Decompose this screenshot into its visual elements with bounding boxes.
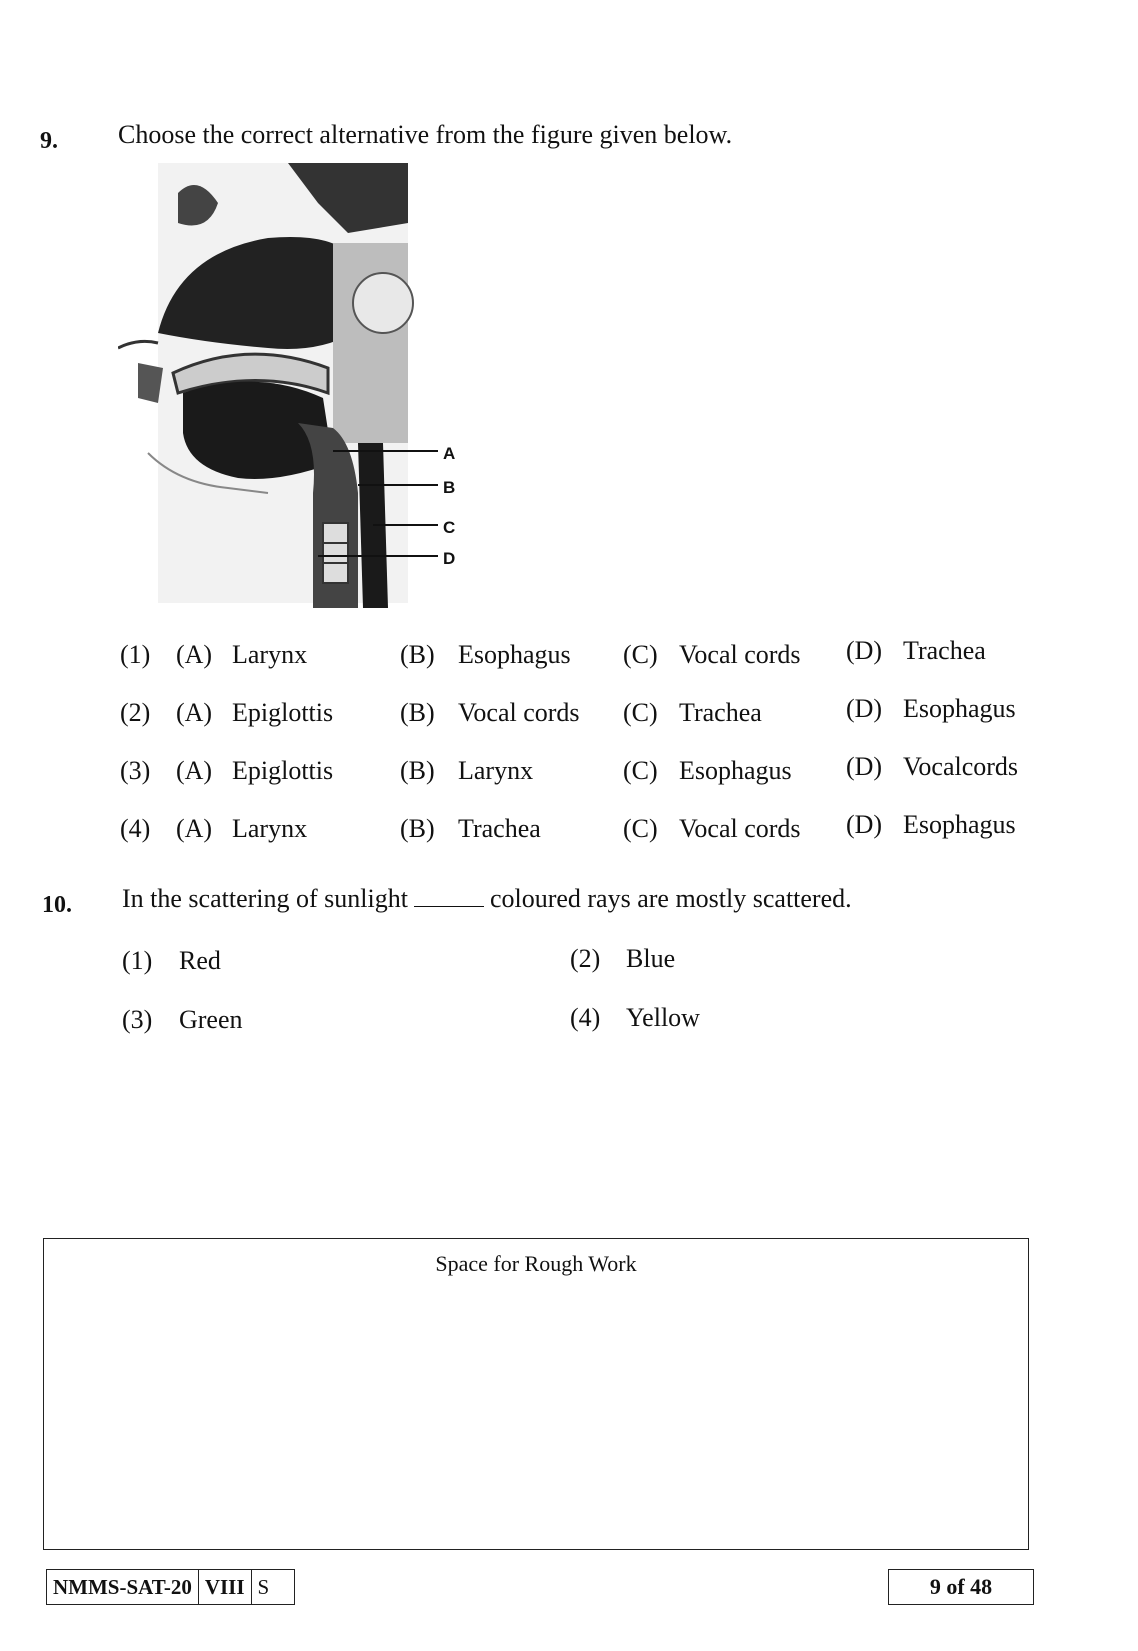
exam-code: NMMS-SAT-20	[47, 1570, 199, 1604]
figure-label-c: C	[443, 518, 456, 537]
page-number: 9 of 48	[888, 1569, 1034, 1605]
throat-anatomy-figure	[118, 163, 488, 608]
option-b-marker: (B)	[400, 640, 435, 669]
option-number: (3)	[120, 756, 151, 785]
option-d-marker: (D)	[846, 752, 883, 781]
exam-class: VIII	[199, 1570, 252, 1604]
option-a-marker: (A)	[176, 814, 213, 843]
option-c-marker: (C)	[623, 814, 658, 843]
option-text: Red	[179, 946, 221, 975]
option-text: Yellow	[626, 1003, 700, 1032]
option-a-text: Epiglottis	[232, 698, 334, 727]
option-c-text: Vocal cords	[679, 640, 801, 669]
question-10-text-before: In the scattering of sunlight	[122, 884, 408, 913]
option-d-text: Vocalcords	[903, 752, 1019, 781]
option-a-text: Larynx	[232, 814, 308, 843]
question-9-text: Choose the correct alternative from the figure given below.	[118, 120, 733, 149]
option-d-marker: (D)	[846, 694, 883, 723]
option-b-text: Vocal cords	[458, 698, 580, 727]
figure-label-d: D	[443, 549, 456, 568]
option-d-text: Trachea	[903, 636, 986, 665]
option-d-text: Esophagus	[903, 810, 1016, 839]
option-c-text: Esophagus	[679, 756, 792, 785]
option-b-marker: (B)	[400, 756, 435, 785]
option-d-marker: (D)	[846, 636, 883, 665]
question-10-number: 10.	[42, 892, 72, 918]
option-text: Blue	[626, 944, 676, 973]
rough-work-box[interactable]	[43, 1238, 1029, 1550]
option-d-marker: (D)	[846, 810, 883, 839]
option-c-marker: (C)	[623, 640, 658, 669]
option-number: (4)	[570, 1003, 601, 1032]
answer-blank	[414, 886, 484, 907]
option-c-marker: (C)	[623, 756, 658, 785]
option-b-text: Esophagus	[458, 640, 571, 669]
question-10-text-after: coloured rays are mostly scattered.	[489, 884, 852, 913]
option-b-text: Trachea	[458, 814, 541, 843]
option-number: (2)	[570, 944, 601, 973]
option-b-text: Larynx	[458, 756, 534, 785]
option-number: (3)	[122, 1005, 153, 1034]
question-10-text	[122, 884, 852, 914]
option-text: Green	[179, 1005, 243, 1034]
option-number: (2)	[120, 698, 151, 727]
option-number: (1)	[122, 946, 153, 975]
figure-label-b: B	[443, 478, 456, 497]
option-b-marker: (B)	[400, 814, 435, 843]
option-d-text: Esophagus	[903, 694, 1016, 723]
option-c-text: Vocal cords	[679, 814, 801, 843]
option-number: (4)	[120, 814, 151, 843]
option-a-text: Larynx	[232, 640, 308, 669]
option-a-text: Epiglottis	[232, 756, 334, 785]
option-a-marker: (A)	[176, 640, 213, 669]
figure-label-a: A	[443, 444, 456, 463]
rough-work-title: Space for Rough Work	[435, 1251, 637, 1276]
question-9-number: 9.	[40, 128, 58, 154]
option-c-text: Trachea	[679, 698, 762, 727]
option-number: (1)	[120, 640, 151, 669]
option-a-marker: (A)	[176, 698, 213, 727]
exam-section: S	[257, 1574, 270, 1599]
option-c-marker: (C)	[623, 698, 658, 727]
footer-code-box	[46, 1569, 295, 1605]
option-a-marker: (A)	[176, 756, 213, 785]
option-b-marker: (B)	[400, 698, 435, 727]
